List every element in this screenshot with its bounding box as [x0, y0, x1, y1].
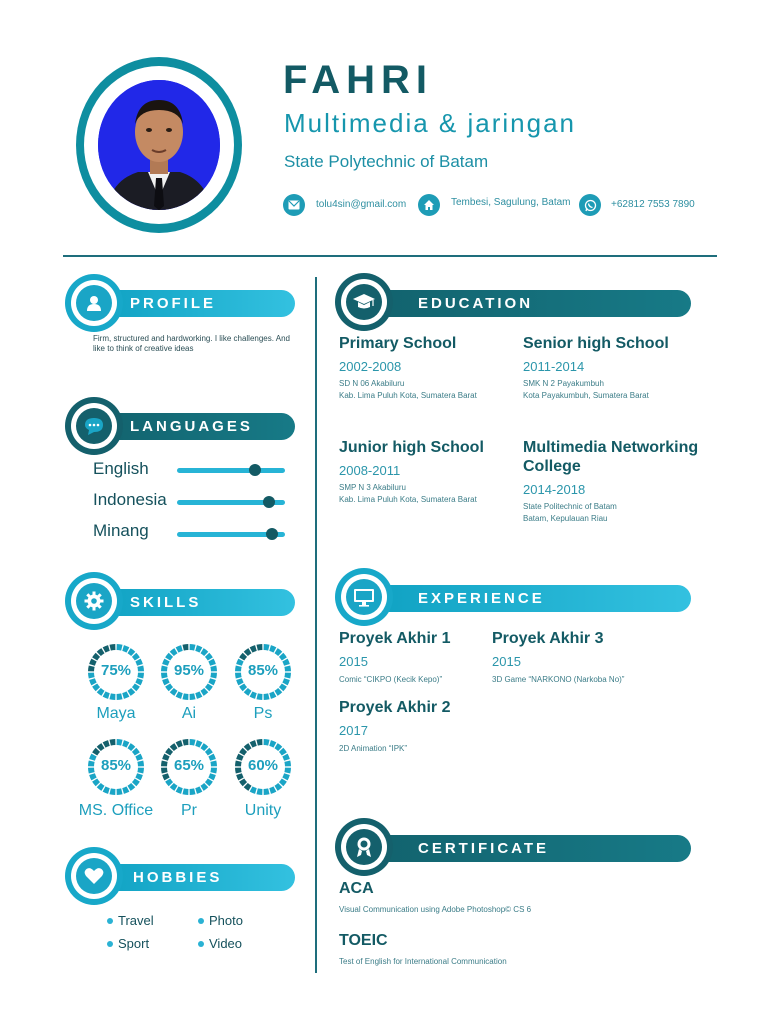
- hobby-item: Photo: [209, 913, 243, 928]
- skill-ring-segment: [117, 647, 122, 648]
- experience-title: Proyek Akhir 2: [339, 699, 451, 716]
- header-divider: [63, 255, 717, 257]
- skill-ring-segment: [95, 750, 98, 754]
- experience-title: Proyek Akhir 3: [492, 630, 604, 647]
- skill-ring-segment: [134, 655, 137, 659]
- chat-bubble-icon: [76, 408, 112, 444]
- home-icon: [418, 194, 440, 216]
- skill-ring-segment: [207, 780, 210, 784]
- skill-ring-segment: [190, 791, 195, 792]
- bullet-dot: [198, 941, 204, 947]
- skill-ring-segment: [95, 685, 98, 689]
- skill-ring-segment: [251, 648, 256, 650]
- graduation-cap-icon: [346, 284, 382, 320]
- skill-ring-segment: [207, 685, 210, 689]
- skill-ring-segment: [138, 774, 140, 779]
- language-name: Minang: [93, 521, 149, 540]
- education-title: Senior high School: [523, 335, 669, 352]
- education-years: 2002-2008: [339, 359, 402, 374]
- skill-ring-segment: [138, 679, 140, 684]
- skill-ring-segment: [239, 774, 241, 779]
- monitor-icon: [346, 579, 382, 615]
- profile-badge: [65, 274, 123, 332]
- education-entry: [523, 438, 713, 525]
- skill-name: MS. Office: [78, 802, 154, 819]
- language-name: English: [93, 459, 149, 478]
- skill-ring-segment: [202, 746, 206, 749]
- education-entry: [339, 438, 514, 506]
- skill-ring-segment: [183, 791, 188, 792]
- skill-ring-segment: [168, 685, 171, 689]
- skill-ring-segment: [257, 647, 262, 648]
- skill-ring-segment: [276, 785, 280, 788]
- skill-ring-segment: [117, 791, 122, 792]
- address-text: Tembesi, Sagulung, Batam: [451, 197, 571, 208]
- education-detail: State Politechnic of Batam: [523, 502, 617, 511]
- skill-ring-segment: [246, 785, 250, 788]
- skill-ring-segment: [134, 750, 137, 754]
- skill-ring-segment: [177, 743, 182, 745]
- skill-ring-segment: [177, 648, 182, 650]
- skill-ring-segment: [99, 651, 103, 654]
- certificate-heading: CERTIFICATE: [418, 840, 550, 857]
- email-icon: [283, 194, 305, 216]
- skill-ring-segment: [190, 696, 195, 697]
- skill-percent: 60%: [247, 757, 279, 774]
- experience-entry: [492, 629, 692, 686]
- skills-heading: SKILLS: [130, 594, 202, 611]
- profile-text: Firm, structured and hardworking. I like challenges. And like to think of creative ideas: [93, 334, 290, 353]
- education-title: Junior high School: [339, 439, 484, 456]
- skill-ring-segment: [276, 746, 280, 749]
- skill-ring-segment: [246, 746, 250, 749]
- skill-ring-segment: [207, 655, 210, 659]
- hobby-item: Travel: [118, 913, 154, 928]
- experience-badge: [335, 568, 393, 626]
- skill-name: Ps: [253, 705, 273, 722]
- skill-ring-segment: [285, 774, 287, 779]
- languages-heading: LANGUAGES: [130, 418, 253, 435]
- experience-header-bar: [365, 585, 691, 612]
- skill-ring-segment: [183, 742, 188, 743]
- education-header-bar: [365, 290, 691, 317]
- skill-ring-segment: [183, 647, 188, 648]
- skill-name: Unity: [244, 802, 282, 819]
- skills-header-bar: [95, 589, 295, 616]
- experience-detail: 2D Animation “IPK”: [339, 744, 408, 753]
- skill-ring-segment: [270, 743, 275, 745]
- skill-ring-segment: [281, 655, 284, 659]
- skill-ring-segment: [264, 647, 269, 648]
- skill-ring-segment: [251, 743, 256, 745]
- skill-ring-segment: [172, 785, 176, 788]
- hobbies-heading: HOBBIES: [133, 869, 223, 886]
- email-text: tolu4sin@gmail.com: [316, 199, 407, 210]
- skill-ring-segment: [95, 655, 98, 659]
- skill-ring-segment: [123, 743, 128, 745]
- gear-icon: [76, 583, 112, 619]
- skill-ring-segment: [281, 685, 284, 689]
- skill-ring-segment: [264, 742, 269, 743]
- education-heading: EDUCATION: [418, 295, 534, 312]
- skill-ring-segment: [202, 651, 206, 654]
- certificate-entry: [339, 931, 699, 968]
- skill-ring-segment: [110, 647, 115, 648]
- skill-ring-segment: [196, 743, 201, 745]
- certificate-detail: Visual Communication using Adobe Photoshop© CS 6: [339, 905, 532, 914]
- skill-ring-segment: [104, 648, 109, 650]
- skill-name: Ai: [181, 705, 197, 722]
- skill-ring-segment: [110, 742, 115, 743]
- skill-percent: 75%: [100, 662, 132, 679]
- skill-ring-segment: [270, 789, 275, 791]
- skill-name: Pr: [181, 802, 197, 819]
- skill-ring-segment: [172, 690, 176, 693]
- hobby-item: Sport: [118, 936, 150, 951]
- skill-ring-segment: [129, 746, 133, 749]
- experience-year: 2017: [339, 723, 368, 738]
- skill-ring-segment: [165, 679, 167, 684]
- person-name: FAHRI: [283, 58, 433, 102]
- skill-ring-segment: [270, 694, 275, 696]
- skill-ring-segment: [183, 696, 188, 697]
- skill-percent: 95%: [173, 662, 205, 679]
- skill-ring-segment: [177, 789, 182, 791]
- language-name: Indonesia: [93, 490, 167, 509]
- skill-ring-segment: [202, 690, 206, 693]
- skill-ring-segment: [281, 780, 284, 784]
- skill-ring-segment: [276, 690, 280, 693]
- education-years: 2008-2011: [339, 463, 401, 478]
- skill-ring-segment: [117, 696, 122, 697]
- phone-text: +62812 7553 7890: [611, 199, 695, 210]
- skills-badge: [65, 572, 123, 630]
- skill-ring-segment: [95, 780, 98, 784]
- language-level-knob: [266, 528, 278, 540]
- skill-ring-segment: [172, 746, 176, 749]
- language-level-knob: [263, 496, 275, 508]
- bullet-dot: [198, 918, 204, 924]
- skill-ring-segment: [99, 690, 103, 693]
- experience-year: 2015: [492, 654, 521, 669]
- education-title: Multimedia Networking College: [523, 439, 699, 475]
- education-title: Primary School: [339, 335, 457, 352]
- bullet-dot: [107, 941, 113, 947]
- skill-ring-segment: [123, 648, 128, 650]
- education-detail: SD N 06 Akabiluru: [339, 379, 405, 388]
- skill-ring-segment: [110, 791, 115, 792]
- whatsapp-icon: [579, 194, 601, 216]
- skill-ring-segment: [257, 742, 262, 743]
- education-entry: [523, 334, 713, 402]
- skill-ring-segment: [202, 785, 206, 788]
- hobby-item: Video: [209, 936, 243, 951]
- experience-detail: 3D Game “NARKONO (Narkoba No)”: [492, 675, 625, 684]
- skill-percent: 85%: [100, 757, 132, 774]
- certificate-detail: Test of English for International Communication: [339, 957, 507, 966]
- skill-ring-segment: [251, 789, 256, 791]
- skill-ring-segment: [129, 690, 133, 693]
- skill-ring-segment: [196, 648, 201, 650]
- skill-ring-segment: [104, 694, 109, 696]
- certificate-badge: [335, 818, 393, 876]
- languages-badge: [65, 397, 123, 455]
- skill-ring-segment: [242, 655, 245, 659]
- education-years: 2011-2014: [523, 359, 585, 374]
- education-detail: Kota Payakumbuh, Sumatera Barat: [523, 391, 649, 400]
- skill-ring-segment: [104, 789, 109, 791]
- experience-title: Proyek Akhir 1: [339, 630, 451, 647]
- bullet-dot: [107, 918, 113, 924]
- education-detail: SMP N 3 Akabiluru: [339, 483, 406, 492]
- education-entry: [339, 334, 509, 402]
- skill-ring-segment: [281, 750, 284, 754]
- certificate-title: TOEIC: [339, 932, 388, 949]
- skill-ring-segment: [190, 647, 195, 648]
- language-bar: [177, 468, 285, 473]
- hobbies-badge: [65, 847, 123, 905]
- skill-ring-segment: [99, 746, 103, 749]
- certificate-entry: [339, 879, 699, 916]
- education-detail: Batam, Kepulauan Riau: [523, 514, 608, 523]
- person-role: Multimedia & jaringan: [284, 108, 577, 138]
- skill-ring-segment: [196, 789, 201, 791]
- experience-heading: EXPERIENCE: [418, 590, 545, 607]
- skill-name: Maya: [96, 705, 136, 722]
- skill-ring-segment: [264, 791, 269, 792]
- skill-ring-segment: [257, 696, 262, 697]
- skill-ring-segment: [165, 774, 167, 779]
- column-divider: [315, 277, 317, 973]
- skill-ring-segment: [251, 694, 256, 696]
- skill-ring-segment: [110, 696, 115, 697]
- skill-ring-segment: [168, 750, 171, 754]
- skill-ring-segment: [177, 694, 182, 696]
- skill-ring-segment: [207, 750, 210, 754]
- award-ribbon-icon: [346, 829, 382, 865]
- education-detail: SMK N 2 Payakumbuh: [523, 379, 604, 388]
- education-badge: [335, 273, 393, 331]
- skill-ring-segment: [92, 774, 94, 779]
- skill-ring-segment: [276, 651, 280, 654]
- skill-ring-segment: [246, 690, 250, 693]
- certificate-title: ACA: [339, 880, 374, 897]
- hobbies-header-bar: [95, 864, 295, 891]
- skill-ring-segment: [172, 651, 176, 654]
- skill-ring-segment: [257, 791, 262, 792]
- education-years: 2014-2018: [523, 482, 586, 497]
- languages-header-bar: [95, 413, 295, 440]
- skill-ring-segment: [242, 780, 245, 784]
- experience-year: 2015: [339, 654, 368, 669]
- skill-ring-segment: [123, 694, 128, 696]
- experience-entry: [339, 698, 489, 755]
- skill-ring-segment: [190, 742, 195, 743]
- education-detail: Kab. Lima Puluh Kota, Sumatera Barat: [339, 495, 477, 504]
- user-icon: [76, 285, 112, 321]
- skill-ring-segment: [211, 774, 213, 779]
- skill-ring-segment: [246, 651, 250, 654]
- skill-ring-segment: [117, 742, 122, 743]
- experience-detail: Comic “CIKPO (Kecik Kepo)”: [339, 675, 443, 684]
- skill-ring-segment: [134, 685, 137, 689]
- certificate-header-bar: [365, 835, 691, 862]
- skill-ring-segment: [285, 679, 287, 684]
- skill-ring-segment: [129, 785, 133, 788]
- language-level-knob: [249, 464, 261, 476]
- skill-ring-segment: [92, 679, 94, 684]
- skill-percent: 65%: [173, 757, 205, 774]
- skill-ring-segment: [211, 679, 213, 684]
- heart-icon: [76, 858, 112, 894]
- skill-ring-segment: [104, 743, 109, 745]
- profile-photo: [98, 80, 220, 210]
- experience-entry: [339, 629, 489, 686]
- person-institution: State Polytechnic of Batam: [284, 152, 489, 171]
- education-detail: Kab. Lima Puluh Kota, Sumatera Barat: [339, 391, 477, 400]
- profile-heading: PROFILE: [130, 295, 217, 312]
- skill-ring-segment: [242, 685, 245, 689]
- skill-ring-segment: [242, 750, 245, 754]
- skill-ring-segment: [168, 655, 171, 659]
- skill-ring-segment: [264, 696, 269, 697]
- skill-percent: 85%: [247, 662, 279, 679]
- skill-ring-segment: [134, 780, 137, 784]
- skill-ring-segment: [239, 679, 241, 684]
- skill-ring-segment: [99, 785, 103, 788]
- skill-ring-segment: [129, 651, 133, 654]
- profile-header-bar: [95, 290, 295, 317]
- skill-ring-segment: [168, 780, 171, 784]
- skill-ring-segment: [270, 648, 275, 650]
- skill-ring-segment: [196, 694, 201, 696]
- skill-ring-segment: [123, 789, 128, 791]
